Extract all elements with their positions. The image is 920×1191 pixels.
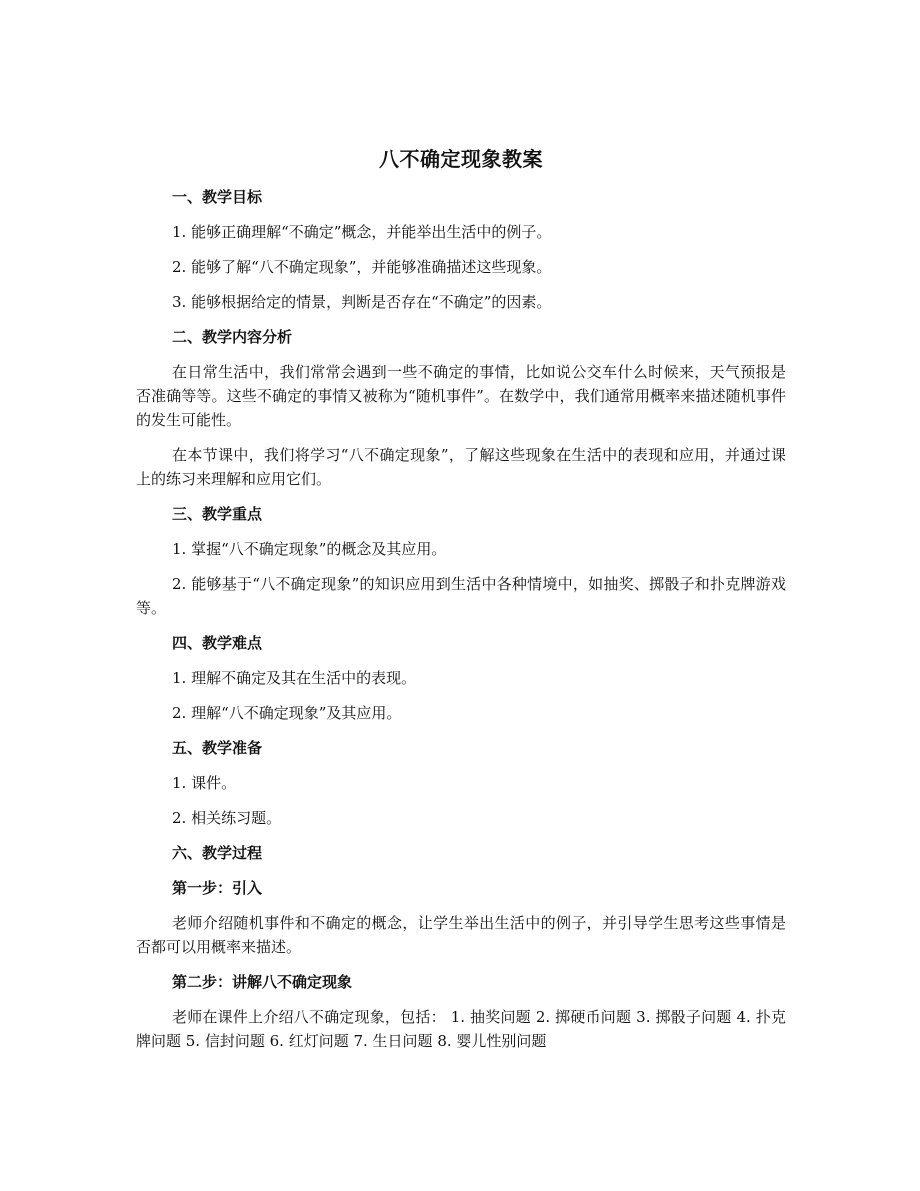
key-point-item-1: 1. 掌握“八不确定现象”的概念及其应用。 <box>172 540 447 558</box>
preparation-item-1: 1. 课件。 <box>172 774 237 792</box>
section-heading-difficulties: 四、教学难点 <box>172 634 263 652</box>
difficulty-item-2: 2. 理解“八不确定现象”及其应用。 <box>172 704 402 722</box>
step-2-text: 老师在课件上介绍八不确定现象，包括： 1. 抽奖问题 2. 掷硬币问题 3. 掷骰子问题 4. 扑克牌问题 5. 信封问题 6. 红灯问题 7. 生日问题 8. 婴儿性别问题 <box>136 1008 786 1050</box>
step-2-heading: 第二步：讲解八不确定现象 <box>172 973 353 991</box>
content-analysis-paragraph-1: 在日常生活中，我们常常会遇到一些不确定的事情，比如说公交车什么时候来，天气预报是否准确等等。这些不确定的事情又被称为“随机事件”。在数学中，我们通常用概率来描述随机事件的发生可能性。 <box>136 363 786 429</box>
key-point-item-2: 2. 能够基于“八不确定现象”的知识应用到生活中各种情境中，如抽奖、掷骰子和扑克牌游戏等。 <box>136 575 786 617</box>
document-title: 八不确定现象教案 <box>379 147 543 171</box>
document-page <box>136 143 786 1064</box>
objective-item-2: 2. 能够了解“八不确定现象”，并能够准确描述这些现象。 <box>172 258 552 276</box>
objective-item-3: 3. 能够根据给定的情景，判断是否存在“不确定”的因素。 <box>172 293 552 311</box>
section-heading-key-points: 三、教学重点 <box>172 505 263 523</box>
section-heading-objectives: 一、教学目标 <box>172 188 263 206</box>
section-heading-process: 六、教学过程 <box>172 844 263 862</box>
content-analysis-paragraph-2: 在本节课中，我们将学习“八不确定现象”，了解这些现象在生活中的表现和应用，并通过课上的练习来理解和应用它们。 <box>136 446 786 488</box>
preparation-item-2: 2. 相关练习题。 <box>172 809 282 827</box>
step-1-text: 老师介绍随机事件和不确定的概念，让学生举出生活中的例子，并引导学生思考这些事情是否都可以用概率来描述。 <box>136 914 786 956</box>
step-1-heading: 第一步：引入 <box>172 879 263 897</box>
section-heading-preparation: 五、教学准备 <box>172 739 263 757</box>
objective-item-1: 1. 能够正确理解“不确定”概念，并能举出生活中的例子。 <box>172 223 552 241</box>
difficulty-item-1: 1. 理解不确定及其在生活中的表现。 <box>172 669 417 687</box>
section-heading-content-analysis: 二、教学内容分析 <box>172 328 293 346</box>
